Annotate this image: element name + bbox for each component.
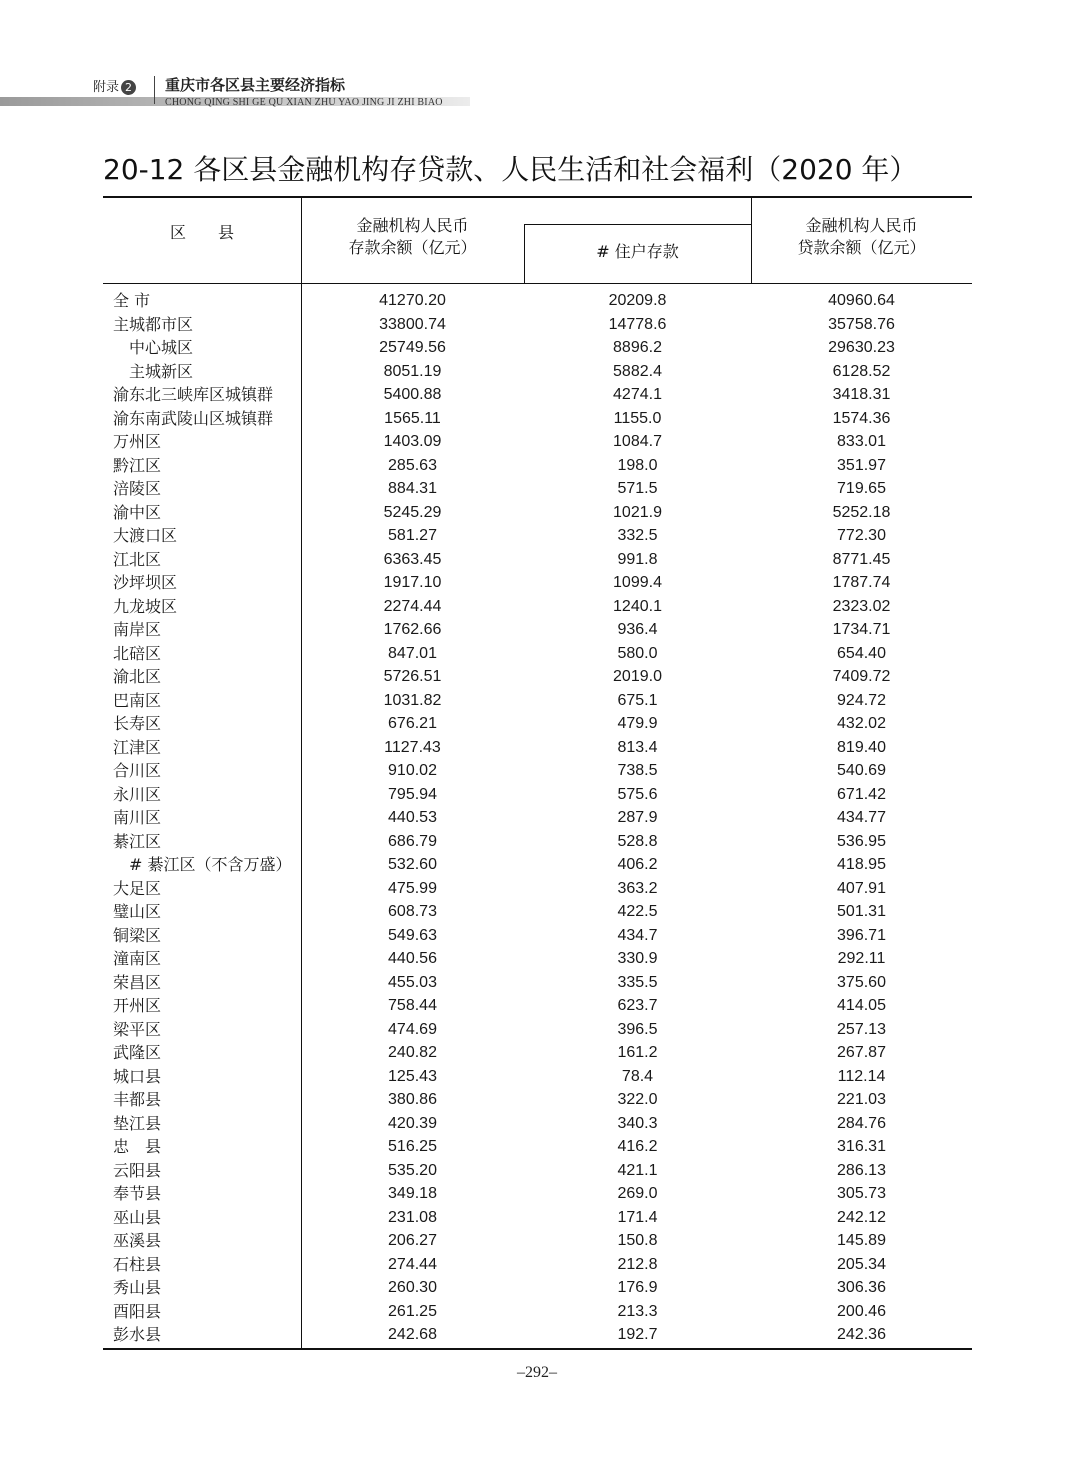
- row-district-name: 九龙坡区: [113, 596, 178, 616]
- header-divider: [154, 76, 155, 104]
- row-loan-value: 242.12: [837, 1208, 886, 1226]
- column-header-deposit: [301, 215, 524, 259]
- table-row: [103, 548, 972, 572]
- row-household-value: 78.4: [621, 1067, 654, 1085]
- appendix-tag: [93, 76, 136, 95]
- table-row: [103, 595, 972, 619]
- row-deposit-value: 549.63: [388, 926, 437, 944]
- row-loan-value: 540.69: [837, 762, 886, 779]
- table-row: [103, 665, 972, 689]
- row-loan-value: 29630.23: [828, 339, 895, 356]
- row-district-name: 万州区: [113, 432, 162, 451]
- row-household-value: 192.7: [617, 1326, 658, 1343]
- row-district-name: 沙坪坝区: [113, 573, 178, 592]
- table-header-rule: [103, 283, 972, 284]
- table-row: [103, 454, 972, 478]
- row-deposit-value: 676.21: [388, 715, 437, 732]
- table-row: [103, 1300, 972, 1324]
- row-deposit-value: 455.03: [388, 973, 437, 991]
- row-loan-value: 414.05: [837, 997, 886, 1014]
- row-district-name: 江北区: [113, 549, 162, 569]
- row-deposit-value: 440.56: [388, 950, 437, 967]
- row-district-name: 忠 县: [113, 1137, 162, 1156]
- row-loan-value: 205.34: [837, 1255, 886, 1273]
- row-deposit-value: 240.82: [388, 1044, 437, 1061]
- row-deposit-value: 285.63: [388, 456, 437, 474]
- column-header-deposit-line1: 金融机构人民币: [356, 216, 469, 235]
- table-row: [103, 900, 972, 924]
- row-district-name: 主城都市区: [113, 314, 194, 334]
- row-loan-value: 316.31: [837, 1138, 886, 1155]
- row-district-name: 江津区: [113, 737, 162, 757]
- column-header-loan: [751, 215, 972, 259]
- row-household-value: 150.8: [617, 1232, 658, 1249]
- header-pinyin: CHONG QING SHI GE QU XIAN ZHU YAO JING JI ZHI BIAO: [165, 97, 443, 108]
- table-row: [103, 830, 972, 854]
- column-header-district: 区 县: [169, 223, 234, 242]
- row-district-name: 大足区: [113, 878, 162, 898]
- row-deposit-value: 516.25: [388, 1138, 437, 1155]
- row-district-name: 梁平区: [113, 1019, 162, 1039]
- row-household-value: 171.4: [617, 1208, 658, 1226]
- row-district-name: 丰都县: [113, 1090, 162, 1109]
- row-household-value: 14778.6: [608, 315, 667, 333]
- table-row: [103, 1229, 972, 1253]
- table-row: [103, 1112, 972, 1136]
- row-district-name: 武隆区: [113, 1043, 162, 1062]
- row-deposit-value: 5245.29: [383, 503, 442, 521]
- row-household-value: 198.0: [617, 456, 658, 474]
- row-household-value: 330.9: [617, 950, 658, 967]
- row-deposit-value: 1762.66: [383, 621, 442, 638]
- page-number: –292–: [517, 1364, 557, 1381]
- table-row: [103, 947, 972, 971]
- row-deposit-value: 260.30: [388, 1279, 437, 1296]
- row-deposit-value: 847.01: [388, 644, 437, 662]
- row-loan-value: 200.46: [837, 1302, 886, 1320]
- row-deposit-value: 475.99: [388, 879, 437, 897]
- row-district-name: 城口县: [113, 1066, 162, 1086]
- row-loan-value: 432.02: [837, 715, 886, 732]
- row-loan-value: 267.87: [837, 1044, 886, 1061]
- row-district-name: 酉阳县: [113, 1301, 162, 1321]
- table-row: [103, 1135, 972, 1159]
- row-household-value: 340.3: [617, 1114, 658, 1132]
- subheader-rule: [524, 224, 751, 225]
- row-district-name: 铜梁区: [113, 925, 162, 945]
- table-row: [103, 853, 972, 877]
- table-row: [103, 1088, 972, 1112]
- row-district-name: 巫溪县: [113, 1231, 162, 1250]
- row-district-name: 主城新区: [129, 361, 194, 381]
- row-loan-value: 257.13: [837, 1020, 886, 1038]
- row-district-name: 南川区: [113, 808, 162, 827]
- row-household-value: 434.7: [617, 926, 658, 944]
- column-header-loan-line1: 金融机构人民币: [805, 216, 918, 235]
- row-deposit-value: 231.08: [388, 1208, 437, 1226]
- table-row: [103, 806, 972, 830]
- table-row: [103, 1253, 972, 1277]
- row-district-name: 黔江区: [113, 455, 162, 475]
- row-district-name: 中心城区: [129, 338, 194, 357]
- row-loan-value: 35758.76: [828, 315, 895, 333]
- row-loan-value: 719.65: [837, 480, 886, 497]
- row-loan-value: 434.77: [837, 809, 886, 826]
- row-loan-value: 112.14: [837, 1067, 886, 1085]
- column-header-deposit-line2: 存款余额（亿元）: [348, 238, 477, 257]
- row-deposit-value: 6363.45: [383, 550, 442, 568]
- appendix-number: 2: [121, 80, 136, 95]
- row-household-value: 1155.0: [613, 409, 662, 427]
- row-deposit-value: 25749.56: [379, 339, 446, 356]
- row-deposit-value: 686.79: [388, 832, 437, 850]
- row-loan-value: 286.13: [837, 1161, 886, 1179]
- row-household-value: 8896.2: [613, 339, 662, 356]
- row-household-value: 322.0: [617, 1091, 658, 1108]
- row-deposit-value: 8051.19: [383, 362, 442, 380]
- table-row: [103, 524, 972, 548]
- table-row: [103, 1276, 972, 1300]
- row-deposit-value: 532.60: [388, 856, 437, 873]
- column-header-loan-line2: 贷款余额（亿元）: [797, 238, 926, 257]
- row-loan-value: 375.60: [837, 973, 886, 991]
- row-deposit-value: 2274.44: [383, 597, 442, 615]
- row-district-name: 开州区: [113, 996, 162, 1015]
- row-household-value: 1021.9: [613, 503, 662, 521]
- row-household-value: 421.1: [617, 1161, 658, 1179]
- table-row: [103, 924, 972, 948]
- row-household-value: 422.5: [617, 903, 658, 920]
- row-district-name: 大渡口区: [113, 526, 178, 545]
- row-household-value: 161.2: [617, 1044, 658, 1061]
- row-loan-value: 1574.36: [832, 409, 891, 427]
- row-deposit-value: 910.02: [388, 762, 437, 779]
- row-loan-value: 536.95: [837, 832, 886, 850]
- row-household-value: 479.9: [617, 715, 658, 732]
- row-household-value: 675.1: [617, 691, 658, 709]
- table-row: [103, 407, 972, 431]
- row-household-value: 416.2: [617, 1138, 658, 1155]
- row-loan-value: 3418.31: [832, 386, 891, 403]
- row-loan-value: 671.42: [837, 785, 886, 803]
- row-loan-value: 5252.18: [832, 503, 891, 521]
- row-deposit-value: 474.69: [388, 1020, 437, 1038]
- row-district-name: 巴南区: [113, 690, 162, 710]
- row-district-name: 渝北区: [113, 667, 162, 686]
- row-loan-value: 284.76: [837, 1114, 886, 1132]
- row-district-name: # 綦江区（不含万盛）: [129, 855, 292, 874]
- row-loan-value: 654.40: [837, 644, 886, 662]
- row-household-value: 2019.0: [613, 668, 662, 685]
- row-deposit-value: 795.94: [388, 785, 437, 803]
- row-household-value: 1084.7: [613, 433, 662, 450]
- row-deposit-value: 261.25: [388, 1302, 437, 1320]
- row-deposit-value: 420.39: [388, 1114, 437, 1132]
- table-row: [103, 383, 972, 407]
- table-row: [103, 336, 972, 360]
- row-loan-value: 418.95: [837, 856, 886, 873]
- row-loan-value: 40960.64: [828, 292, 895, 309]
- row-household-value: 936.4: [617, 621, 658, 638]
- row-household-value: 269.0: [617, 1185, 658, 1202]
- table-row: [103, 430, 972, 454]
- row-household-value: 406.2: [617, 856, 658, 873]
- table-row: [103, 1018, 972, 1042]
- table-row: [103, 736, 972, 760]
- row-district-name: 涪陵区: [113, 479, 162, 498]
- table-row: [103, 289, 972, 313]
- table-row: [103, 642, 972, 666]
- row-household-value: 335.5: [617, 973, 658, 991]
- row-district-name: 渝东北三峡库区城镇群: [113, 385, 274, 404]
- row-household-value: 176.9: [617, 1279, 658, 1296]
- row-district-name: 永川区: [113, 784, 162, 804]
- row-deposit-value: 1403.09: [383, 433, 442, 450]
- row-loan-value: 396.71: [837, 926, 886, 944]
- table-row: [103, 1323, 972, 1347]
- table-body: [103, 289, 972, 1347]
- row-district-name: 合川区: [113, 761, 162, 780]
- row-loan-value: 292.11: [837, 950, 886, 967]
- row-district-name: 巫山县: [113, 1207, 162, 1227]
- row-deposit-value: 33800.74: [379, 315, 446, 333]
- row-loan-value: 1787.74: [832, 574, 891, 591]
- table-row: [103, 1206, 972, 1230]
- row-household-value: 571.5: [617, 480, 658, 497]
- row-household-value: 363.2: [617, 879, 658, 897]
- row-loan-value: 8771.45: [832, 550, 891, 568]
- row-loan-value: 833.01: [837, 433, 886, 450]
- table-row: [103, 783, 972, 807]
- row-loan-value: 501.31: [837, 903, 886, 920]
- table-title: 20-12 各区县金融机构存贷款、人民生活和社会福利（2020 年）: [103, 153, 918, 186]
- table-row: [103, 759, 972, 783]
- table-row: [103, 501, 972, 525]
- table-bottom-rule: [103, 1348, 972, 1350]
- row-household-value: 738.5: [617, 762, 658, 779]
- table-row: [103, 618, 972, 642]
- row-household-value: 813.4: [617, 738, 658, 756]
- row-deposit-value: 884.31: [388, 480, 437, 497]
- table-row: [103, 1182, 972, 1206]
- row-deposit-value: 440.53: [388, 809, 437, 826]
- row-loan-value: 351.97: [837, 456, 886, 474]
- row-district-name: 石柱县: [113, 1254, 162, 1274]
- row-deposit-value: 41270.20: [379, 292, 446, 309]
- row-deposit-value: 758.44: [388, 997, 437, 1014]
- table-row: [103, 994, 972, 1018]
- table-row: [103, 971, 972, 995]
- table-row: [103, 360, 972, 384]
- row-household-value: 4274.1: [613, 386, 662, 403]
- row-deposit-value: 608.73: [388, 903, 437, 920]
- table-row: [103, 877, 972, 901]
- row-district-name: 綦江区: [113, 831, 162, 851]
- table-row: [103, 313, 972, 337]
- row-deposit-value: 380.86: [388, 1091, 437, 1108]
- row-household-value: 213.3: [617, 1302, 658, 1320]
- row-district-name: 璧山区: [113, 902, 162, 921]
- row-loan-value: 306.36: [837, 1279, 886, 1296]
- row-household-value: 580.0: [617, 644, 658, 662]
- row-loan-value: 145.89: [837, 1232, 886, 1249]
- column-header-household: # 住户存款: [596, 242, 679, 261]
- row-household-value: 575.6: [617, 785, 658, 803]
- row-district-name: 彭水县: [113, 1325, 162, 1344]
- row-deposit-value: 242.68: [388, 1326, 437, 1343]
- table-row: [103, 1065, 972, 1089]
- table-row: [103, 477, 972, 501]
- row-deposit-value: 125.43: [388, 1067, 437, 1085]
- table-row: [103, 689, 972, 713]
- row-deposit-value: 535.20: [388, 1161, 437, 1179]
- appendix-label: 附录: [93, 80, 120, 95]
- row-household-value: 396.5: [617, 1020, 658, 1038]
- row-loan-value: 1734.71: [832, 621, 891, 638]
- row-loan-value: 407.91: [837, 879, 886, 897]
- row-district-name: 秀山县: [113, 1278, 162, 1297]
- row-district-name: 北碚区: [113, 643, 162, 663]
- table-row: [103, 571, 972, 595]
- row-household-value: 991.8: [617, 550, 658, 568]
- row-loan-value: 7409.72: [832, 668, 891, 685]
- row-deposit-value: 1565.11: [384, 409, 441, 427]
- row-loan-value: 305.73: [837, 1185, 886, 1202]
- row-household-value: 20209.8: [608, 292, 667, 309]
- row-loan-value: 2323.02: [832, 597, 891, 615]
- row-loan-value: 772.30: [837, 527, 886, 544]
- row-loan-value: 221.03: [837, 1091, 886, 1108]
- table-row: [103, 1159, 972, 1183]
- row-deposit-value: 206.27: [388, 1232, 437, 1249]
- row-household-value: 5882.4: [613, 362, 662, 380]
- row-deposit-value: 5726.51: [383, 668, 442, 685]
- row-deposit-value: 274.44: [388, 1255, 437, 1273]
- row-district-name: 渝中区: [113, 502, 162, 522]
- row-loan-value: 6128.52: [832, 362, 891, 380]
- row-deposit-value: 1127.43: [384, 738, 441, 756]
- table-row: [103, 712, 972, 736]
- row-district-name: 荣昌区: [113, 972, 162, 992]
- header-title: 重庆市各区县主要经济指标: [165, 76, 346, 94]
- row-loan-value: 242.36: [837, 1326, 886, 1343]
- row-district-name: 潼南区: [113, 949, 162, 968]
- row-deposit-value: 1917.10: [383, 574, 442, 591]
- row-household-value: 1099.4: [613, 574, 662, 591]
- row-household-value: 287.9: [617, 809, 658, 826]
- row-district-name: 南岸区: [113, 620, 162, 639]
- row-household-value: 1240.1: [613, 597, 662, 615]
- row-loan-value: 819.40: [837, 738, 886, 756]
- table-row: [103, 1041, 972, 1065]
- row-loan-value: 924.72: [837, 691, 886, 709]
- row-deposit-value: 349.18: [388, 1185, 437, 1202]
- row-district-name: 垫江县: [113, 1113, 162, 1133]
- row-district-name: 全 市: [113, 291, 151, 310]
- table-top-rule: [103, 196, 972, 198]
- row-deposit-value: 5400.88: [383, 386, 442, 403]
- row-deposit-value: 1031.82: [383, 691, 442, 709]
- row-household-value: 212.8: [617, 1255, 658, 1273]
- row-district-name: 云阳县: [113, 1160, 162, 1180]
- row-district-name: 长寿区: [113, 714, 162, 733]
- row-household-value: 528.8: [617, 832, 658, 850]
- row-district-name: 渝东南武陵山区城镇群: [113, 408, 274, 428]
- row-district-name: 奉节县: [113, 1184, 162, 1203]
- row-household-value: 623.7: [617, 997, 658, 1014]
- row-deposit-value: 581.27: [388, 527, 437, 544]
- row-household-value: 332.5: [617, 527, 658, 544]
